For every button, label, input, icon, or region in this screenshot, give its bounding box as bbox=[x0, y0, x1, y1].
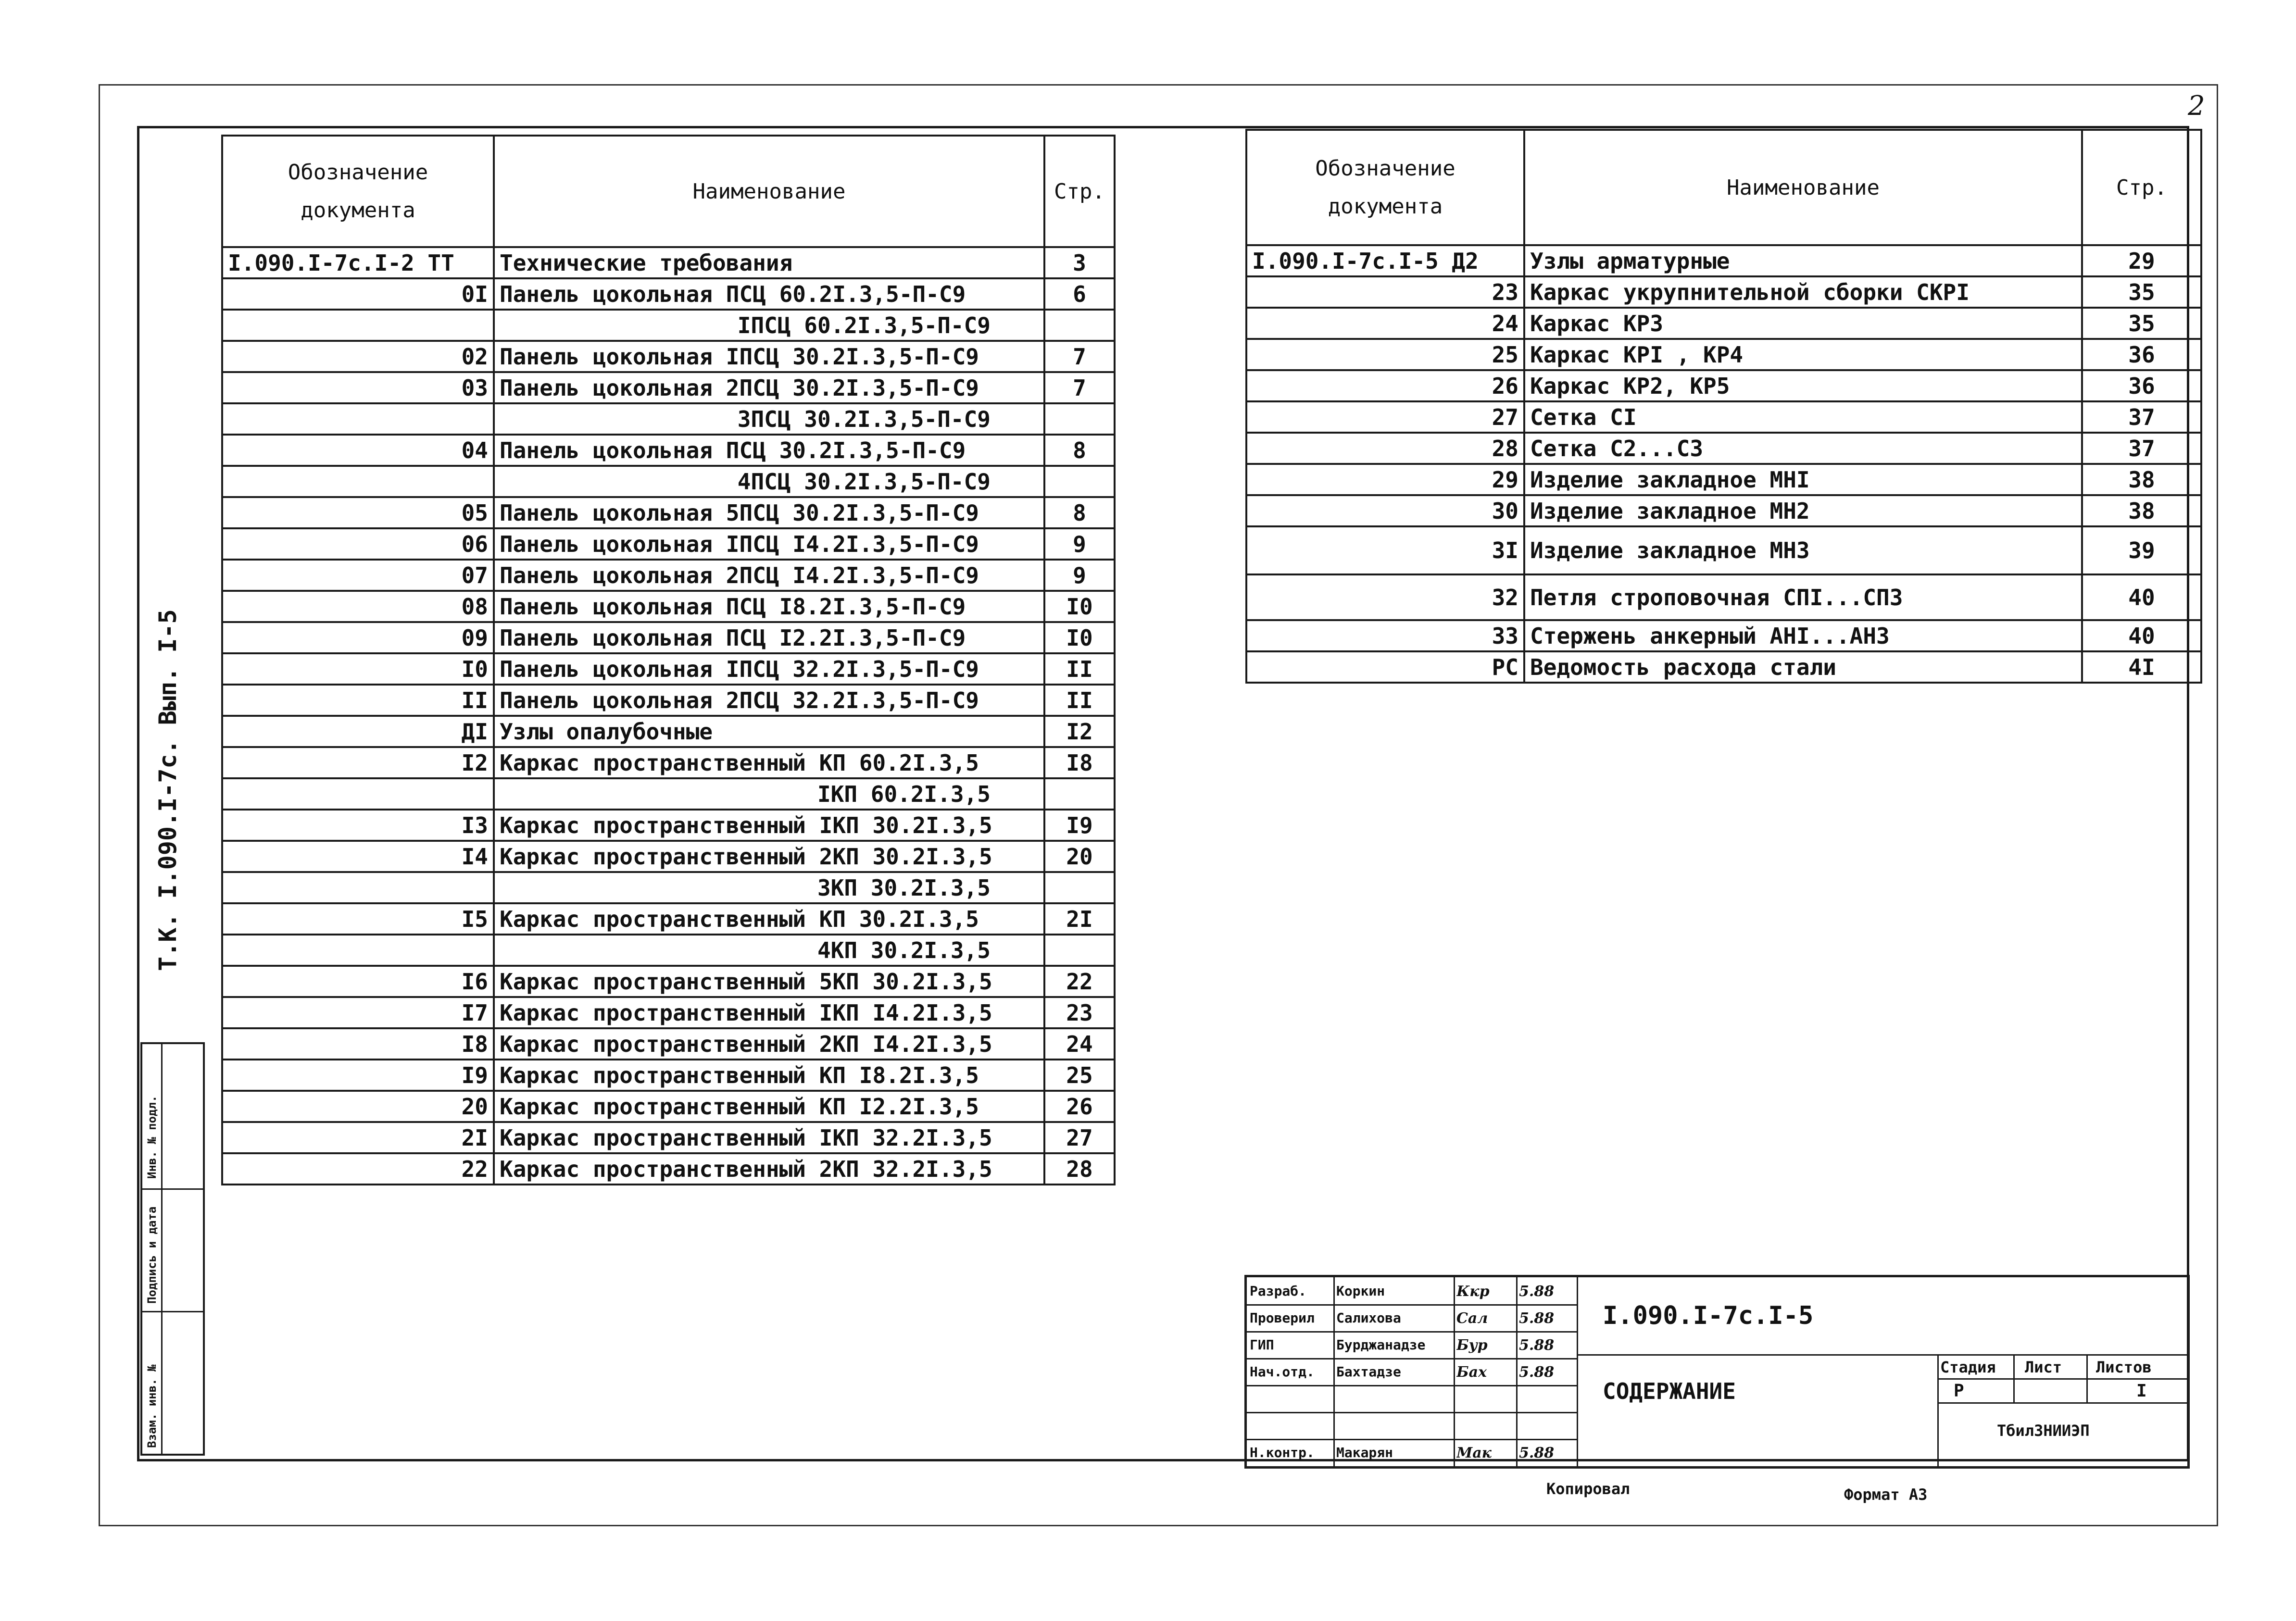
signatory-role: ГИП bbox=[1250, 1337, 1274, 1353]
row-name: Ведомость расхода стали bbox=[1524, 651, 2082, 683]
row-designation: 32 bbox=[1246, 574, 1524, 620]
row-designation bbox=[222, 466, 494, 497]
row-designation: I8 bbox=[222, 1028, 494, 1060]
signatory-name: Бахтадзе bbox=[1336, 1364, 1401, 1380]
row-page bbox=[1044, 778, 1115, 810]
row-name: Изделие закладное МН2 bbox=[1524, 495, 2082, 526]
row-designation bbox=[222, 778, 494, 810]
row-name: Панель цокольная ПСЦ 30.2I.3,5-П-С9 bbox=[494, 435, 1044, 466]
header-page: Стр. bbox=[2082, 130, 2201, 245]
row-name: Каркас пространственный IКП I4.2I.3,5 bbox=[494, 997, 1044, 1028]
row-name: Изделие закладное МН3 bbox=[1524, 526, 2082, 574]
table-row bbox=[1246, 464, 2201, 495]
row-designation: I0 bbox=[222, 653, 494, 685]
table-row bbox=[222, 1153, 1115, 1185]
row-page: 9 bbox=[1044, 528, 1115, 560]
row-name-continuation: 3КП 30.2I.3,5 bbox=[817, 874, 991, 901]
row-name: Технические требования bbox=[494, 247, 1044, 278]
table-row bbox=[222, 278, 1115, 310]
header-name: Наименование bbox=[494, 136, 1044, 247]
row-designation bbox=[222, 403, 494, 435]
row-name: Панель цокольная IПСЦ 30.2I.3,5-П-С9 bbox=[494, 341, 1044, 372]
row-name: Каркас пространственный IКП 30.2I.3,5 bbox=[494, 810, 1044, 841]
table-row bbox=[222, 310, 1115, 341]
signatory-role: Проверил bbox=[1250, 1310, 1315, 1326]
row-page: 37 bbox=[2082, 401, 2201, 433]
row-designation: I6 bbox=[222, 966, 494, 997]
row-name: Каркас пространственный КП 30.2I.3,5 bbox=[494, 903, 1044, 935]
page-number: 2 bbox=[2188, 90, 2205, 122]
row-designation: 30 bbox=[1246, 495, 1524, 526]
signature: Бур bbox=[1456, 1337, 1488, 1354]
row-designation: 02 bbox=[222, 341, 494, 372]
row-designation: 03 bbox=[222, 372, 494, 403]
title-block-divider bbox=[1247, 1331, 1577, 1333]
signature: Бах bbox=[1456, 1364, 1487, 1381]
signatory-role: Н.контр. bbox=[1250, 1445, 1315, 1460]
row-name bbox=[494, 403, 1044, 435]
header-name: Наименование bbox=[1524, 130, 2082, 245]
signatory-name: Бурджанадзе bbox=[1336, 1337, 1426, 1353]
row-name bbox=[494, 935, 1044, 966]
table-row bbox=[222, 1060, 1115, 1091]
row-page: 35 bbox=[2082, 308, 2201, 339]
row-designation: I4 bbox=[222, 841, 494, 872]
row-name: Узлы арматурные bbox=[1524, 245, 2082, 276]
table-row bbox=[222, 247, 1115, 278]
row-designation: 28 bbox=[1246, 433, 1524, 464]
row-name-continuation: 3ПСЦ 30.2I.3,5-П-С9 bbox=[737, 406, 991, 432]
table-row bbox=[222, 935, 1115, 966]
row-page: 38 bbox=[2082, 464, 2201, 495]
row-designation: I2 bbox=[222, 747, 494, 778]
row-name: Панель цокольная IПСЦ 32.2I.3,5-П-С9 bbox=[494, 653, 1044, 685]
sheets-label: Листов bbox=[2096, 1358, 2152, 1376]
row-designation: I7 bbox=[222, 997, 494, 1028]
table-row bbox=[1246, 526, 2201, 574]
footer-copied: Копировал bbox=[1546, 1480, 1630, 1498]
title-block-divider bbox=[1937, 1378, 2187, 1380]
sheet-label: Лист bbox=[2025, 1358, 2062, 1376]
side-stamp-divider bbox=[142, 1311, 203, 1312]
table-row bbox=[222, 622, 1115, 653]
row-page: 28 bbox=[1044, 1153, 1115, 1185]
row-page: 6 bbox=[1044, 278, 1115, 310]
title-block-divider bbox=[1937, 1354, 1939, 1469]
row-name bbox=[494, 310, 1044, 341]
row-page: 22 bbox=[1044, 966, 1115, 997]
table-row bbox=[222, 528, 1115, 560]
row-designation: I.090.I-7c.I-2 ТТ bbox=[222, 247, 494, 278]
row-designation: 23 bbox=[1246, 276, 1524, 308]
table-row bbox=[222, 560, 1115, 591]
table-row bbox=[222, 591, 1115, 622]
row-name: Панель цокольная ПСЦ 60.2I.3,5-П-С9 bbox=[494, 278, 1044, 310]
row-designation: 20 bbox=[222, 1091, 494, 1122]
row-page: II bbox=[1044, 685, 1115, 716]
row-name: Каркас пространственный КП 60.2I.3,5 bbox=[494, 747, 1044, 778]
row-designation: 05 bbox=[222, 497, 494, 528]
row-page: 40 bbox=[2082, 620, 2201, 651]
table-row bbox=[222, 716, 1115, 747]
row-page: I8 bbox=[1044, 747, 1115, 778]
row-designation: I5 bbox=[222, 903, 494, 935]
table-row bbox=[222, 685, 1115, 716]
row-name: Узлы опалубочные bbox=[494, 716, 1044, 747]
title-block-divider bbox=[2086, 1354, 2088, 1402]
row-designation bbox=[222, 310, 494, 341]
title-block-divider bbox=[1247, 1439, 1577, 1440]
title-block-divider bbox=[1247, 1412, 1577, 1413]
row-page: 9 bbox=[1044, 560, 1115, 591]
table-row bbox=[222, 1122, 1115, 1153]
row-designation: РС bbox=[1246, 651, 1524, 683]
row-page: 2I bbox=[1044, 903, 1115, 935]
row-page: 40 bbox=[2082, 574, 2201, 620]
row-designation: 24 bbox=[1246, 308, 1524, 339]
row-name-continuation: IКП 60.2I.3,5 bbox=[817, 781, 991, 807]
row-page: 3 bbox=[1044, 247, 1115, 278]
row-designation: 07 bbox=[222, 560, 494, 591]
row-designation: 26 bbox=[1246, 370, 1524, 401]
header-designation: Обозначение документа bbox=[222, 136, 494, 247]
table-row bbox=[1246, 308, 2201, 339]
row-page: 24 bbox=[1044, 1028, 1115, 1060]
row-name bbox=[494, 466, 1044, 497]
header-designation: Обозначение документа bbox=[1246, 130, 1524, 245]
row-name: Панель цокольная 2ПСЦ I4.2I.3,5-П-С9 bbox=[494, 560, 1044, 591]
row-designation: I.090.I-7c.I-5 Д2 bbox=[1246, 245, 1524, 276]
row-page: I9 bbox=[1044, 810, 1115, 841]
row-designation: 33 bbox=[1246, 620, 1524, 651]
row-page: 20 bbox=[1044, 841, 1115, 872]
title-block-divider bbox=[1577, 1354, 2187, 1356]
row-name: Панель цокольная ПСЦ I8.2I.3,5-П-С9 bbox=[494, 591, 1044, 622]
organization: ТбилЗНИИЭП bbox=[1997, 1421, 2090, 1440]
table-row bbox=[222, 810, 1115, 841]
table-row bbox=[1246, 401, 2201, 433]
table-row bbox=[222, 653, 1115, 685]
title-block-divider bbox=[1247, 1304, 1577, 1306]
row-page: 7 bbox=[1044, 372, 1115, 403]
header-page: Стр. bbox=[1044, 136, 1115, 247]
signature-date: 5.88 bbox=[1519, 1310, 1555, 1327]
side-stamp-label: Взам. инв. № bbox=[145, 1364, 159, 1448]
row-page: 38 bbox=[2082, 495, 2201, 526]
title-block bbox=[1244, 1275, 2190, 1469]
row-designation: 22 bbox=[222, 1153, 494, 1185]
row-name: Сетка СI bbox=[1524, 401, 2082, 433]
table-row bbox=[222, 903, 1115, 935]
row-page: 7 bbox=[1044, 341, 1115, 372]
row-page: 39 bbox=[2082, 526, 2201, 574]
side-stamp-divider bbox=[142, 1188, 203, 1190]
table-row bbox=[222, 872, 1115, 903]
footer-format: Формат А3 bbox=[1844, 1485, 1928, 1504]
row-page: I2 bbox=[1044, 716, 1115, 747]
row-name: Панель цокольная 2ПСЦ 32.2I.3,5-П-С9 bbox=[494, 685, 1044, 716]
table-row bbox=[1246, 370, 2201, 401]
row-name: Каркас укрупнительной сборки СКРI bbox=[1524, 276, 2082, 308]
table-row bbox=[222, 997, 1115, 1028]
signature: Мак bbox=[1456, 1445, 1492, 1461]
row-designation: 09 bbox=[222, 622, 494, 653]
row-designation: II bbox=[222, 685, 494, 716]
table-row bbox=[1246, 433, 2201, 464]
row-name: Каркас пространственный КП I8.2I.3,5 bbox=[494, 1060, 1044, 1091]
row-name: Панель цокольная ПСЦ I2.2I.3,5-П-С9 bbox=[494, 622, 1044, 653]
row-page: I0 bbox=[1044, 591, 1115, 622]
row-name bbox=[494, 872, 1044, 903]
signatory-name: Коркин bbox=[1336, 1283, 1385, 1299]
row-designation: 2I bbox=[222, 1122, 494, 1153]
row-name-continuation: 4ПСЦ 30.2I.3,5-П-С9 bbox=[737, 468, 991, 495]
row-page bbox=[1044, 935, 1115, 966]
stage-value: Р bbox=[1954, 1381, 1964, 1401]
row-designation: 27 bbox=[1246, 401, 1524, 433]
table-row bbox=[1246, 495, 2201, 526]
row-designation: 04 bbox=[222, 435, 494, 466]
signature-date: 5.88 bbox=[1519, 1364, 1555, 1381]
table-row bbox=[222, 966, 1115, 997]
signature: Ккр bbox=[1456, 1283, 1490, 1300]
row-name: Каркас КРI , КР4 bbox=[1524, 339, 2082, 370]
row-designation: 29 bbox=[1246, 464, 1524, 495]
row-designation: 06 bbox=[222, 528, 494, 560]
row-page: 8 bbox=[1044, 497, 1115, 528]
table-row bbox=[1246, 245, 2201, 276]
row-page: 36 bbox=[2082, 370, 2201, 401]
row-designation: 25 bbox=[1246, 339, 1524, 370]
contents-table-left-body bbox=[222, 247, 1115, 1185]
row-name: Каркас пространственный КП I2.2I.3,5 bbox=[494, 1091, 1044, 1122]
row-name: Каркас пространственный 5КП 30.2I.3,5 bbox=[494, 966, 1044, 997]
table-row bbox=[222, 778, 1115, 810]
signature: Сал bbox=[1456, 1310, 1488, 1327]
row-page bbox=[1044, 310, 1115, 341]
table-row bbox=[1246, 574, 2201, 620]
row-name: Панель цокольная 2ПСЦ 30.2I.3,5-П-С9 bbox=[494, 372, 1044, 403]
table-row bbox=[222, 747, 1115, 778]
row-page bbox=[1044, 872, 1115, 903]
row-page bbox=[1044, 466, 1115, 497]
title-block-divider bbox=[1247, 1358, 1577, 1359]
table-row bbox=[1246, 276, 2201, 308]
side-stamp-label: Подпись и дата bbox=[145, 1206, 159, 1304]
row-name-continuation: IПСЦ 60.2I.3,5-П-С9 bbox=[737, 312, 991, 338]
signature-date: 5.88 bbox=[1519, 1283, 1555, 1300]
signatory-name: Салихова bbox=[1336, 1310, 1401, 1326]
table-row bbox=[1246, 339, 2201, 370]
row-name: Каркас пространственный 2КП 30.2I.3,5 bbox=[494, 841, 1044, 872]
signature-date: 5.88 bbox=[1519, 1445, 1555, 1461]
table-row bbox=[1246, 651, 2201, 683]
row-designation bbox=[222, 872, 494, 903]
side-stamp-label: Инв. № подл. bbox=[145, 1095, 159, 1179]
title-block-divider bbox=[2013, 1354, 2015, 1402]
table-row bbox=[222, 435, 1115, 466]
row-name: Панель цокольная IПСЦ I4.2I.3,5-П-С9 bbox=[494, 528, 1044, 560]
row-page: 26 bbox=[1044, 1091, 1115, 1122]
table-row bbox=[222, 466, 1115, 497]
row-page bbox=[1044, 403, 1115, 435]
row-designation: 08 bbox=[222, 591, 494, 622]
row-name: Каркас пространственный 2КП I4.2I.3,5 bbox=[494, 1028, 1044, 1060]
row-page: 25 bbox=[1044, 1060, 1115, 1091]
row-name: Каркас пространственный 2КП 32.2I.3,5 bbox=[494, 1153, 1044, 1185]
title-block-divider bbox=[1937, 1402, 2187, 1404]
row-page: II bbox=[1044, 653, 1115, 685]
table-row bbox=[222, 403, 1115, 435]
row-designation: 0I bbox=[222, 278, 494, 310]
contents-table-right-body bbox=[1246, 245, 2201, 683]
side-caption: Т.К. I.090.I-7с. Вып. I-5 bbox=[154, 609, 182, 971]
document-title: СОДЕРЖАНИЕ bbox=[1603, 1378, 1736, 1404]
row-page: I0 bbox=[1044, 622, 1115, 653]
sheets-value: I bbox=[2136, 1381, 2147, 1401]
table-row bbox=[222, 372, 1115, 403]
row-page: 27 bbox=[1044, 1122, 1115, 1153]
row-page: 8 bbox=[1044, 435, 1115, 466]
row-designation bbox=[222, 935, 494, 966]
row-page: 37 bbox=[2082, 433, 2201, 464]
signatory-role: Нач.отд. bbox=[1250, 1364, 1315, 1380]
table-row bbox=[222, 1091, 1115, 1122]
row-designation: I3 bbox=[222, 810, 494, 841]
title-block-divider bbox=[1247, 1385, 1577, 1386]
table-row bbox=[222, 1028, 1115, 1060]
row-name bbox=[494, 778, 1044, 810]
table-row bbox=[1246, 620, 2201, 651]
row-designation: ДI bbox=[222, 716, 494, 747]
signatory-name: Макарян bbox=[1336, 1445, 1393, 1460]
table-row bbox=[222, 341, 1115, 372]
row-name-continuation: 4КП 30.2I.3,5 bbox=[817, 937, 991, 963]
signatory-role: Разраб. bbox=[1250, 1283, 1307, 1299]
contents-table-left bbox=[221, 135, 1116, 1185]
stage-label: Стадия bbox=[1940, 1358, 1996, 1376]
table-row bbox=[222, 841, 1115, 872]
row-designation: 3I bbox=[1246, 526, 1524, 574]
signature-date: 5.88 bbox=[1519, 1337, 1555, 1354]
side-stamp bbox=[140, 1042, 205, 1456]
row-page: 23 bbox=[1044, 997, 1115, 1028]
row-name: Каркас КР3 bbox=[1524, 308, 2082, 339]
row-page: 36 bbox=[2082, 339, 2201, 370]
row-name: Каркас КР2, КР5 bbox=[1524, 370, 2082, 401]
title-block-divider bbox=[1577, 1277, 1578, 1466]
row-name: Панель цокольная 5ПСЦ 30.2I.3,5-П-С9 bbox=[494, 497, 1044, 528]
contents-table-right bbox=[1245, 129, 2202, 684]
row-name: Каркас пространственный IКП 32.2I.3,5 bbox=[494, 1122, 1044, 1153]
row-name: Петля строповочная СПI...СП3 bbox=[1524, 574, 2082, 620]
row-name: Изделие закладное МНI bbox=[1524, 464, 2082, 495]
document-code: I.090.I-7c.I-5 bbox=[1603, 1301, 1814, 1330]
table-row bbox=[222, 497, 1115, 528]
row-name: Сетка С2...С3 bbox=[1524, 433, 2082, 464]
row-name: Стержень анкерный АНI...АН3 bbox=[1524, 620, 2082, 651]
row-page: 4I bbox=[2082, 651, 2201, 683]
row-designation: I9 bbox=[222, 1060, 494, 1091]
row-page: 35 bbox=[2082, 276, 2201, 308]
row-page: 29 bbox=[2082, 245, 2201, 276]
